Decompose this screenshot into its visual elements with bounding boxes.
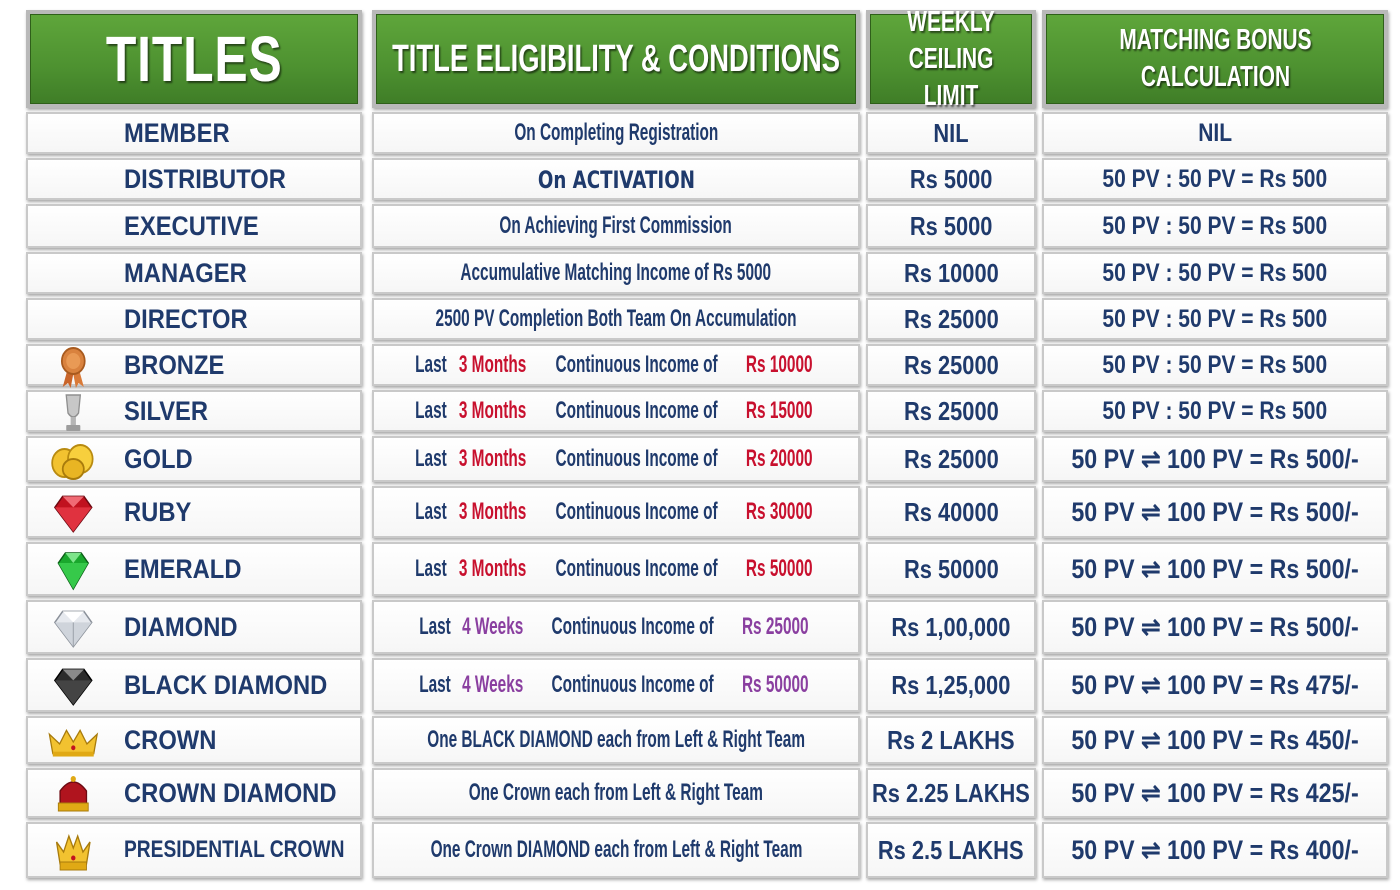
matching-bonus-cell [1042,158,1388,200]
weekly-ceiling-cell [866,542,1036,596]
matching-bonus-cell [1042,768,1388,818]
title-cell [26,600,362,654]
title-label: CROWN [124,724,217,755]
eligibility-text [432,779,800,807]
diamond-icon [46,607,101,651]
eligibility-cell [372,542,860,596]
title-label: DIRECTOR [124,303,248,334]
bronze-medal-icon [46,345,101,389]
eligibility-highlight: Rs 30000 [745,498,813,525]
eligibility-prefix: Accumulative Matching Income of Rs 5000 [460,259,772,286]
eligibility-prefix: One BLACK DIAMOND each from Left & Right Team [427,726,805,753]
weekly-ceiling-cell [866,158,1036,200]
eligibility-highlight: Rs 20000 [745,445,813,472]
title-label: EXECUTIVE [124,210,259,241]
eligibility-prefix: On Completing Registration [514,119,718,146]
matching-bonus-cell [1042,822,1388,878]
matching-bonus-cell [1042,112,1388,154]
eligibility-text [415,671,817,699]
header-weekly-ceiling-label [893,4,1010,115]
matching-bonus-value: 50 PV : 50 PV = Rs 500 [1102,396,1328,425]
matching-bonus-value: 50 PV ⇌ 100 PV = Rs 500/- [1071,611,1359,642]
title-label: MEMBER [124,117,230,148]
eligibility-highlight: 3 Months [459,351,527,378]
eligibility-highlight: 4 Weeks [462,613,524,640]
weekly-ceiling-cell [866,600,1036,654]
eligibility-cell [372,298,860,340]
weekly-ceiling-cell [866,344,1036,386]
eligibility-text [411,498,821,526]
eligibility-text [390,305,841,333]
eligibility-text [415,613,817,641]
eligibility-cell [372,158,860,200]
matching-bonus-cell [1042,298,1388,340]
weekly-ceiling-value: Rs 1,00,000 [891,611,1011,642]
eligibility-highlight: 3 Months [459,397,527,424]
weekly-ceiling-value: Rs 2 LAKHS [887,724,1015,755]
eligibility-prefix: Last [415,498,447,525]
eligibility-highlight: Rs 15000 [745,397,813,424]
title-cell [26,822,362,878]
eligibility-text [411,351,821,379]
matching-bonus-value: 50 PV ⇌ 100 PV = Rs 425/- [1071,777,1359,808]
eligibility-prefix: Last [419,613,451,640]
weekly-ceiling-value: NIL [933,117,969,148]
weekly-ceiling-value: Rs 5000 [909,163,993,194]
title-label: PRESIDENTIAL CROWN [124,836,345,863]
eligibility-cell [372,768,860,818]
eligibility-cell [372,390,860,432]
eligibility-cell [372,112,860,154]
matching-bonus-value: 50 PV ⇌ 100 PV = Rs 500/- [1071,553,1359,584]
eligibility-text [422,259,810,287]
title-label: EMERALD [124,553,242,584]
weekly-ceiling-cell [866,822,1036,878]
weekly-ceiling-value: Rs 25000 [903,349,999,380]
eligibility-cell [372,486,860,538]
matching-bonus-value: 50 PV ⇌ 100 PV = Rs 475/- [1071,669,1359,700]
title-label: SILVER [124,395,209,426]
eligibility-cell [372,716,860,764]
title-cell [26,252,362,294]
title-label: BRONZE [124,349,225,380]
presidential-crown-icon [46,830,101,874]
eligibility-cell [372,344,860,386]
eligibility-middle: Continuous Income of [551,613,714,640]
eligibility-middle: Continuous Income of [555,555,718,582]
eligibility-text [518,164,714,195]
weekly-ceiling-cell [866,486,1036,538]
weekly-ceiling-value: Rs 25000 [903,395,999,426]
eligibility-prefix: Last [415,397,447,424]
weekly-ceiling-cell [866,768,1036,818]
eligibility-prefix: On ACTIVATION [537,165,695,194]
eligibility-highlight: 3 Months [459,498,527,525]
title-cell [26,204,362,248]
matching-bonus-cell [1042,390,1388,432]
matching-bonus-cell [1042,344,1388,386]
matching-bonus-cell [1042,486,1388,538]
matching-bonus-cell [1042,658,1388,712]
title-cell [26,542,362,596]
title-label: DISTRIBUTOR [124,163,286,194]
weekly-ceiling-value: Rs 1,25,000 [891,669,1011,700]
title-cell [26,658,362,712]
matching-bonus-value: 50 PV ⇌ 100 PV = Rs 500/- [1071,496,1359,527]
eligibility-middle: Continuous Income of [555,351,718,378]
header-eligibility [372,10,860,108]
header-matching-line1: MATCHING BONUS [1118,24,1312,56]
weekly-ceiling-cell [866,298,1036,340]
matching-bonus-value: 50 PV ⇌ 100 PV = Rs 450/- [1071,724,1359,755]
title-cell [26,112,362,154]
eligibility-prefix: One Crown each from Left & Right Team [468,779,764,806]
weekly-ceiling-cell [866,658,1036,712]
silver-trophy-icon [46,391,101,435]
title-cell [26,344,362,386]
eligibility-prefix: 2500 PV Completion Both Team On Accumulation [435,305,797,332]
eligibility-cell [372,658,860,712]
matching-bonus-value: 50 PV : 50 PV = Rs 500 [1102,258,1328,287]
weekly-ceiling-cell [866,390,1036,432]
emerald-gem-icon [46,549,101,593]
eligibility-cell [372,252,860,294]
matching-bonus-cell [1042,600,1388,654]
matching-bonus-value: 50 PV ⇌ 100 PV = Rs 400/- [1071,834,1359,865]
title-label: BLACK DIAMOND [124,669,328,700]
eligibility-highlight: 3 Months [459,555,527,582]
eligibility-prefix: Last [419,671,451,698]
ruby-gem-icon [46,492,101,536]
eligibility-middle: Continuous Income of [555,397,718,424]
eligibility-cell [372,204,860,248]
header-weekly-line2: CEILING LIMIT [908,42,994,112]
crown-icon [46,720,101,764]
eligibility-text [411,397,821,425]
weekly-ceiling-value: Rs 50000 [903,553,999,584]
matching-bonus-cell [1042,436,1388,482]
weekly-ceiling-value: Rs 25000 [903,303,999,334]
eligibility-prefix: Last [415,351,447,378]
weekly-ceiling-cell [866,204,1036,248]
eligibility-middle: Continuous Income of [551,671,714,698]
red-crown-icon [46,773,101,817]
matching-bonus-value: 50 PV : 50 PV = Rs 500 [1102,211,1328,240]
eligibility-highlight: 3 Months [459,445,527,472]
eligibility-text [411,445,821,473]
eligibility-highlight: 4 Weeks [462,671,524,698]
title-cell [26,390,362,432]
header-weekly-ceiling [866,5,1036,112]
eligibility-highlight: Rs 25000 [742,613,809,640]
header-matching-line2: CALCULATION [1140,61,1290,93]
eligibility-prefix: Last [415,555,447,582]
matching-bonus-cell [1042,204,1388,248]
matching-bonus-value: 50 PV : 50 PV = Rs 500 [1102,164,1328,193]
title-cell [26,298,362,340]
title-cell [26,768,362,818]
weekly-ceiling-value: Rs 5000 [909,210,993,241]
title-cell [26,716,362,764]
eligibility-cell [372,436,860,482]
title-label: GOLD [124,443,193,474]
title-label: MANAGER [124,257,247,288]
header-eligibility-label: TITLE ELIGIBILITY & CONDITIONS [392,37,840,80]
matching-bonus-value: 50 PV ⇌ 100 PV = Rs 500/- [1071,443,1359,474]
eligibility-highlight: Rs 10000 [745,351,813,378]
weekly-ceiling-value: Rs 40000 [903,496,999,527]
title-label: CROWN DIAMOND [124,777,337,808]
header-weekly-line1: WEEKLY [907,5,995,38]
eligibility-middle: Continuous Income of [555,445,718,472]
weekly-ceiling-cell [866,252,1036,294]
eligibility-prefix: One Crown DIAMOND each from Left & Right Team [430,836,802,863]
weekly-ceiling-cell [866,436,1036,482]
title-cell [26,436,362,482]
matching-bonus-value: 50 PV : 50 PV = Rs 500 [1102,350,1328,379]
weekly-ceiling-value: Rs 10000 [903,257,999,288]
eligibility-cell [372,822,860,878]
eligibility-prefix: Last [415,445,447,472]
eligibility-highlight: Rs 50000 [742,671,809,698]
matching-bonus-value: NIL [1198,118,1232,147]
header-matching-bonus [1042,10,1388,108]
weekly-ceiling-value: Rs 25000 [903,443,999,474]
title-label: RUBY [124,496,192,527]
matching-bonus-cell [1042,716,1388,764]
matching-bonus-cell [1042,542,1388,596]
eligibility-text [380,726,852,754]
header-titles-label: TITLES [105,23,283,95]
eligibility-text [471,212,762,240]
weekly-ceiling-value: Rs 2.5 LAKHS [878,834,1024,865]
header-titles [26,10,362,108]
eligibility-middle: Continuous Income of [555,498,718,525]
black-diamond-icon [46,665,101,709]
title-cell [26,486,362,538]
gold-coins-icon [46,439,101,483]
eligibility-cell [372,600,860,654]
title-cell [26,158,362,200]
weekly-ceiling-cell [866,112,1036,154]
weekly-ceiling-value: Rs 2.25 LAKHS [872,777,1030,808]
header-matching-bonus-label [1119,22,1311,96]
eligibility-text [411,555,821,583]
eligibility-text [489,119,744,147]
matching-bonus-value: 50 PV : 50 PV = Rs 500 [1102,304,1328,333]
weekly-ceiling-cell [866,716,1036,764]
matching-bonus-cell [1042,252,1388,294]
eligibility-highlight: Rs 50000 [745,555,813,582]
eligibility-text [384,836,849,864]
eligibility-prefix: On Achieving First Commission [499,212,733,239]
title-label: DIAMOND [124,611,238,642]
